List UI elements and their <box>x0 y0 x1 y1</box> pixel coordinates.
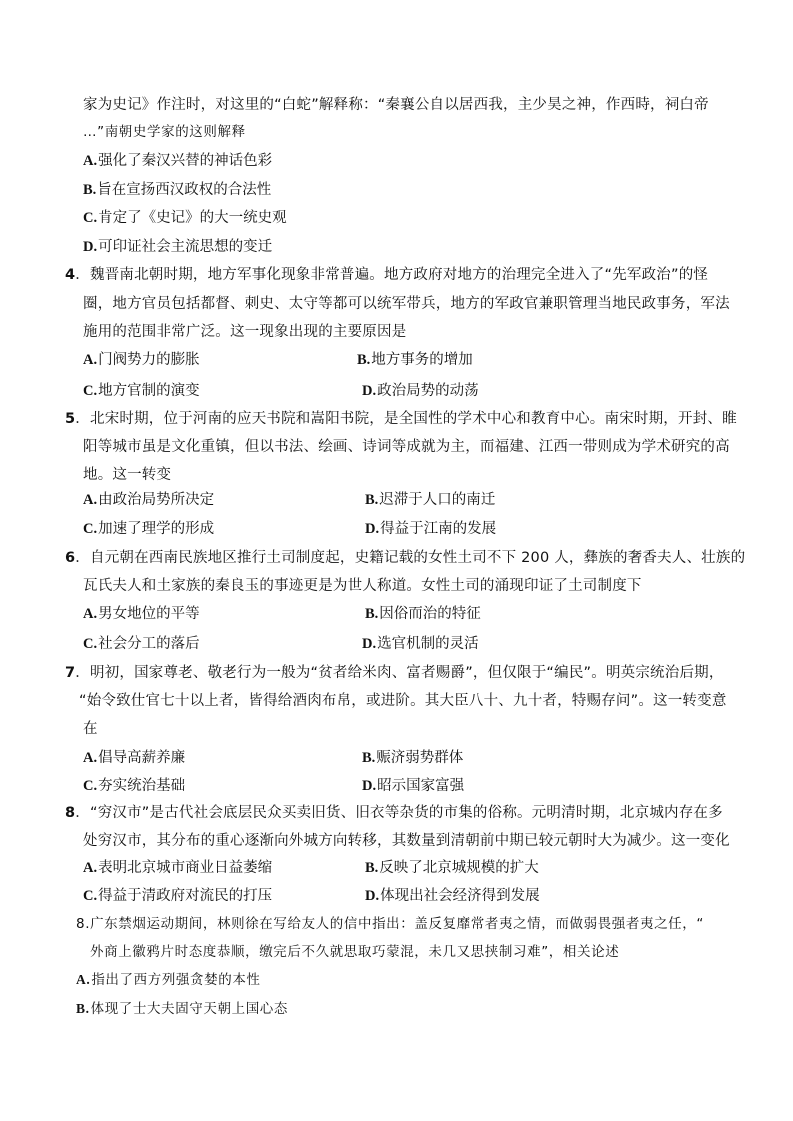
q4-stem-text: ．魏晋南北朝时期，地方军事化现象非常普遍。地方政府对地方的治理完全进入了“先军政治”的怪 <box>75 267 709 283</box>
option-text: 可印证社会主流思想的变迁 <box>98 239 273 255</box>
option-text: 地方官制的演变 <box>98 383 200 399</box>
q5-stem-line2: 阳等城市虽是文化重镇，但以书法、绘画、诗词等成就为主，而福建、江西一带则成为学术研究的高 <box>83 439 730 455</box>
q6-option-c[interactable] <box>83 634 200 654</box>
option-text: 男女地位的平等 <box>98 606 200 622</box>
q5-stem-line3: 地。这一转变 <box>83 467 172 483</box>
option-letter: B. <box>365 492 379 508</box>
option-letter: A. <box>83 352 98 368</box>
option-letter: D. <box>83 239 98 255</box>
q6-stem-line2: 瓦氏夫人和土家族的秦良玉的事迹更是为世人称道。女性土司的涌现印证了土司制度下 <box>83 578 642 594</box>
q6-option-d[interactable] <box>362 634 479 654</box>
option-text: 加速了理学的形成 <box>98 521 215 537</box>
question-number: 8 <box>65 805 76 821</box>
q8-option-b[interactable] <box>365 858 539 878</box>
option-letter: D. <box>365 521 380 537</box>
q4-option-b[interactable] <box>357 350 473 370</box>
q4-option-a[interactable] <box>83 350 200 370</box>
option-text: 旨在宣扬西汉政权的合法性 <box>97 182 272 198</box>
option-text: 反映了北京城规模的扩大 <box>379 860 539 876</box>
q4-option-c[interactable] <box>83 381 200 401</box>
option-text: 迟滞于人口的南迁 <box>379 492 496 508</box>
option-letter: A. <box>83 153 98 169</box>
option-letter: B. <box>83 182 97 198</box>
option-letter: B. <box>365 860 379 876</box>
option-letter: A. <box>76 972 91 987</box>
option-text: 由政治局势所决定 <box>98 492 215 508</box>
q5-option-c[interactable] <box>83 519 214 539</box>
q4-stem-line3: 施用的范围非常广泛。这一现象出现的主要原因是 <box>83 324 407 340</box>
question-number: 7 <box>65 665 76 681</box>
option-text: 政治局势的动荡 <box>377 383 479 399</box>
q8-option-d[interactable] <box>365 886 540 906</box>
option-letter: D. <box>362 383 377 399</box>
q7-option-c[interactable] <box>83 776 185 796</box>
q7-option-a[interactable] <box>83 748 185 768</box>
q4-option-d[interactable] <box>362 381 479 401</box>
q8-stem-text: ．“穷汉市”是古代社会底层民众买卖旧货、旧衣等杂货的市集的俗称。元明清时期，北京城内存在多 <box>75 805 723 821</box>
question-number: 5 <box>65 411 76 427</box>
q3-option-a[interactable] <box>83 151 272 171</box>
option-letter: C. <box>83 888 98 904</box>
q9-option-a[interactable] <box>76 970 261 990</box>
option-letter: A. <box>83 492 98 508</box>
q7-stem-text: ．明初，国家尊老、敬老行为一般为“贫者给米肉、富者赐爵”，但仅限于“编民”。明英宗统治后期， <box>75 665 724 681</box>
option-letter: B. <box>357 352 371 368</box>
option-text: 得益于江南的发展 <box>380 521 497 537</box>
q9-stem-line2: 外商上徽鸦片时态度恭顺，缴完后不久就思取巧蒙混，未几又思挟制习难”，相关论述 <box>90 944 620 960</box>
q4-stem-line2: 圈，地方官员包括都督、刺史、太守等都可以统军带兵，地方的军政官兼职管理当地民政事务，军法 <box>83 296 730 312</box>
option-text: 赈济弱势群体 <box>376 750 464 766</box>
option-letter: C. <box>83 636 98 652</box>
option-letter: B. <box>76 1001 90 1016</box>
option-letter: B. <box>365 606 379 622</box>
q3-option-b[interactable] <box>83 180 271 200</box>
q5-option-b[interactable] <box>365 490 495 510</box>
question-number: 6 <box>65 550 76 566</box>
option-text: 指出了西方列强贪婪的本性 <box>91 972 261 988</box>
q7-stem-line2: “始令致仕官七十以上者，皆得给酒肉布帛，或进阶。其大臣八十、九十者，特赐存问”。这一转变意 <box>79 693 727 709</box>
q7-option-b[interactable] <box>362 748 463 768</box>
option-letter: C. <box>83 383 98 399</box>
option-text: 昭示国家富强 <box>377 778 465 794</box>
option-text: 因俗而治的特征 <box>379 606 481 622</box>
q8-stem-line2: 处穷汉市，其分布的重心逐渐向外城方向转移，其数量到清朝前中期已较元朝时大为减少。这一变化 <box>83 833 730 849</box>
option-letter: A. <box>83 860 98 876</box>
q8-option-c[interactable] <box>83 886 272 906</box>
q5-stem-text: ．北宋时期，位于河南的应天书院和嵩阳书院，是全国性的学术中心和教育中心。南宋时期，开封、睢 <box>75 411 737 427</box>
q9-option-b[interactable] <box>76 999 288 1019</box>
q7-stem-line1 <box>65 663 724 683</box>
q3-stem-line1: 家为史记》作注时，对这里的“白蛇”解释称：“秦襄公自以居西我，主少昊之神，作西時，祠白帝 <box>83 97 709 113</box>
q7-option-d[interactable] <box>362 776 464 796</box>
q3-stem-line2: …”南朝史学家的这则解释 <box>83 124 246 140</box>
option-text: 强化了秦汉兴替的神话色彩 <box>98 153 273 169</box>
q6-stem-line1 <box>65 548 745 568</box>
option-text: 肯定了《史记》的大一统史观 <box>98 210 287 226</box>
option-letter: C. <box>83 521 98 537</box>
q6-option-b[interactable] <box>365 604 481 624</box>
q3-option-c[interactable] <box>83 208 287 228</box>
option-letter: D. <box>365 888 380 904</box>
q6-stem-text: ．自元朝在西南民族地区推行土司制度起，史籍记载的女性土司不下 200 人，彝族的奢香夫人、壮族的 <box>75 550 746 566</box>
option-text: 表明北京城市商业日益萎缩 <box>98 860 273 876</box>
q8-option-a[interactable] <box>83 858 272 878</box>
q6-option-a[interactable] <box>83 604 200 624</box>
option-text: 得益于清政府对流民的打压 <box>98 888 273 904</box>
option-text: 体现了士大夫固守天朝上国心态 <box>90 1001 288 1017</box>
option-letter: A. <box>83 606 98 622</box>
q4-stem-line1 <box>65 265 708 285</box>
option-text: 社会分工的落后 <box>98 636 200 652</box>
q5-stem-line1 <box>65 409 737 429</box>
option-text: 门阀势力的膨胀 <box>98 352 200 368</box>
option-text: 夯实统治基础 <box>98 778 186 794</box>
question-number: 4 <box>65 267 76 283</box>
q9-stem-line1: 8.广东禁烟运动期间，林则徐在写给友人的信中指出：盖反复靡常者夷之情，而做弱畏强者夷之任，“ <box>76 916 704 932</box>
q8-stem-line1 <box>65 803 723 823</box>
option-text: 地方事务的增加 <box>371 352 473 368</box>
q5-option-a[interactable] <box>83 490 214 510</box>
q5-option-d[interactable] <box>365 519 496 539</box>
option-letter: D. <box>362 636 377 652</box>
option-letter: C. <box>83 778 98 794</box>
option-letter: C. <box>83 210 98 226</box>
option-letter: A. <box>83 750 98 766</box>
option-letter: D. <box>362 778 377 794</box>
option-letter: B. <box>362 750 376 766</box>
option-text: 倡导高薪养廉 <box>98 750 186 766</box>
option-text: 选官机制的灵活 <box>377 636 479 652</box>
option-text: 体现出社会经济得到发展 <box>380 888 540 904</box>
q3-option-d[interactable] <box>83 237 272 257</box>
q7-stem-line3: 在 <box>83 721 98 737</box>
